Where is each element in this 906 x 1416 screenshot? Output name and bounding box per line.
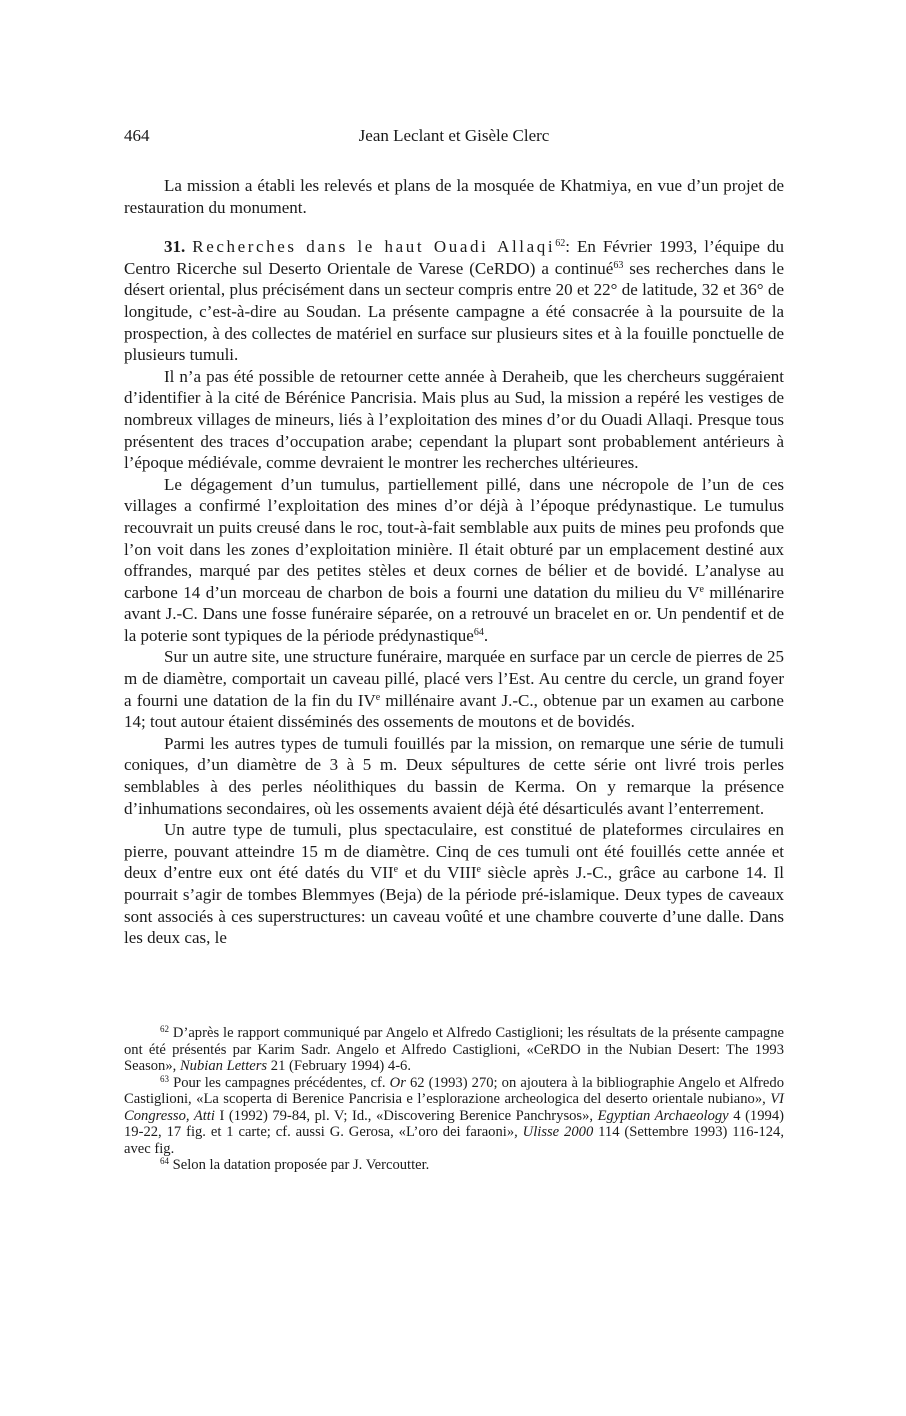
footnote-ref-63: 63 bbox=[613, 259, 624, 271]
footnote-italic: Or bbox=[389, 1074, 406, 1091]
section-31-paragraph-5: Parmi les autres types de tumuli fouillés par la mission, on remarque une série de tumuli coniques, d’un diamètre de 3 à 5 m. Deux sépultures de cette série ont livré trois perles semblables à des perles néolithiques du bassin de Kerma. On y remarque la présence d’inhumations secondaires, où les ossements avaient déjà été désarticulés avant l’enterrement. bbox=[124, 733, 784, 818]
section-31-paragraph-1 bbox=[124, 236, 784, 366]
running-head bbox=[124, 126, 784, 150]
footnote-62 bbox=[124, 1025, 784, 1075]
paragraph-text: ses recherches dans le désert oriental, plus précisément dans un secteur compris entre 20 et 22° de latitude, 32 et 36° de longitude, c’est-à-dire au Soudan. La présente campagne a été consacrée à la poursuite de la prospection, à des collectes de matériel en surface sur plusieurs sites et à la fouille ponctuelle de plusieurs tumuli. bbox=[124, 258, 784, 365]
running-title: Jean Leclant et Gisèle Clerc bbox=[358, 126, 550, 145]
footnote-number: 63 bbox=[160, 1073, 169, 1084]
footnote-ref-64: 64 bbox=[473, 626, 484, 638]
footnote-text: I (1992) 79-84, pl. V; Id., «Discovering Berenice Panchrysos», bbox=[214, 1107, 598, 1124]
superscript: e bbox=[699, 583, 704, 595]
footnote-number: 62 bbox=[160, 1024, 169, 1034]
section-title: Recherches dans le haut Ouadi Allaqi bbox=[192, 237, 556, 257]
superscript: e bbox=[375, 691, 381, 703]
footnote-text: 62 (1993) 270; on ajoutera à la bibliographie Angelo et Alfredo Castiglioni, «La scoperta di Berenice Pancrisia e l’esplorazione archeologica del deserto orientale nubiano», bbox=[124, 1074, 784, 1107]
paragraph-text: millénaire avant J.-C., obtenue par un examen au carbone 14; tout autour étaient disséminés des ossements de moutons et de bovidés. bbox=[124, 690, 784, 732]
paragraph-text: Sur un autre site, une structure funéraire, marquée en surface par un cercle de pierres de 25 m de diamètre, comportait un caveau pillé, placé vers l’Est. Au centre du cercle, un grand foyer a fourni une datation de la fin du IV bbox=[124, 647, 784, 710]
paragraph-text: millénarire avant J.-C. Dans une fosse funéraire séparée, on a retrouvé un bracelet en or. Un pendentif et de la poterie sont typiques de la période prédynastique bbox=[124, 582, 784, 645]
section-31-paragraph-6 bbox=[124, 819, 784, 949]
superscript: e bbox=[393, 864, 399, 876]
paragraph-text: . bbox=[483, 625, 489, 645]
footnote-text: Pour les campagnes précédentes, cf. bbox=[169, 1074, 390, 1091]
footnote-italic: Ulisse 2000 bbox=[522, 1124, 594, 1140]
body-text bbox=[124, 175, 784, 949]
footnote-number: 64 bbox=[160, 1156, 169, 1166]
footnote-63 bbox=[124, 1075, 784, 1158]
footnote-text: D’après le rapport communiqué par Angelo et Alfredo Castiglioni; les résultats de la présente campagne ont été présentés par Karim Sadr. Angelo et Alfredo Castiglioni, «CeRDO in the Nubian Desert: The 1993 Season», bbox=[124, 1025, 784, 1074]
paragraph-text: siècle après J.-C., grâce au carbone 14. Il pourrait s’agir de tombes Blemmyes (Beja) de la période pré-islamique. Deux types de caveaux sont associés à ces superstructures: un caveau voûté et une chambre couverte d’une dalle. Dans les deux cas, le bbox=[124, 863, 784, 948]
intro-paragraph: La mission a établi les relevés et plans de la mosquée de Khatmiya, en vue d’un projet de restauration du monument. bbox=[124, 176, 784, 217]
paragraph-text: : En Février 1993, l’équipe du Centro Ricerche sul Deserto Orientale de Varese (CeRDO) a continué bbox=[124, 237, 784, 278]
paragraph-text: et du VIII bbox=[398, 863, 477, 883]
footnote-text: 4 (1994) 19-22, 17 fig. et 1 carte; cf. aussi G. Gerosa, «L’oro dei faraoni», bbox=[124, 1107, 784, 1140]
footnote-64 bbox=[124, 1157, 784, 1174]
footnotes bbox=[124, 1025, 784, 1174]
section-31-paragraph-2: Il n’a pas été possible de retourner cette année à Deraheib, que les chercheurs suggéraient d’identifier à la cité de Bérénice Pancrisia. Mais plus au Sud, la mission a repéré les vestiges de nombreux villages de mineurs, liés à l’exploitation des mines d’or du Ouadi Allaqi. Presque tous présentent des traces d’occupation arabe; cependant la plupart sont probablement antérieurs à l’époque médiévale, comme devraient le montrer les recherches ultérieures. bbox=[124, 366, 784, 473]
paragraph-text: Le dégagement d’un tumulus, partiellement pillé, dans une nécropole de l’un de ces villages a confirmé l’exploitation des mines d’or déjà à l’époque prédynastique. Le tumulus recouvrait un puits creusé dans le roc, tout-à-fait semblable aux puits de mines peu profonds que l’on voit dans les zones d’exploitation minière. Il était obturé par un emplacement destiné aux offrandes, marqué par des petites stèles et deux cornes de bélier et de bovidé. L’analyse au carbone 14 d’un morceau de charbon de bois a fourni une datation du milieu du V bbox=[124, 474, 784, 602]
footnote-text: Selon la datation proposée par J. Vercoutter. bbox=[169, 1157, 430, 1173]
footnote-ref-62: 62 bbox=[555, 238, 566, 250]
section-number: 31. bbox=[164, 237, 186, 257]
paragraph-text: Un autre type de tumuli, plus spectaculaire, est constitué de plateformes circulaires en pierre, pouvant atteindre 15 m de diamètre. Cinq de ces tumuli ont été fouillés cette année et deux d’entre eux ont été datés du VII bbox=[124, 820, 784, 883]
footnote-italic: Nubian Letters bbox=[179, 1058, 268, 1074]
superscript: e bbox=[476, 864, 481, 876]
section-31-paragraph-4 bbox=[124, 646, 784, 732]
footnote-italic: Egyptian Archaeology bbox=[597, 1107, 729, 1124]
footnote-text: 21 (February 1994) 4-6. bbox=[267, 1058, 412, 1074]
footnote-italic: VI Congresso, Atti bbox=[124, 1091, 784, 1124]
section-31-paragraph-3 bbox=[124, 474, 784, 647]
page-number: 464 bbox=[124, 126, 150, 145]
footnote-text: 114 (Settembre 1993) 116-124, avec fig. bbox=[124, 1124, 785, 1157]
